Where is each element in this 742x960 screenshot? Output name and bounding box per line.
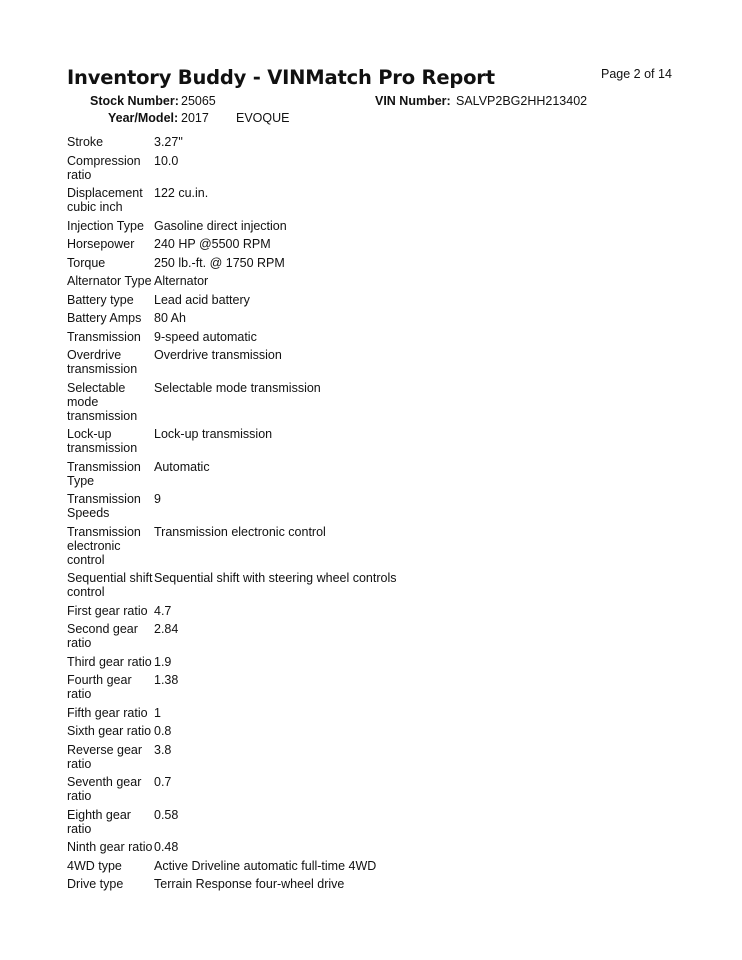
- table-row: [67, 152, 707, 185]
- year-model-label: Year/Model:: [108, 111, 179, 125]
- spec-label: Overdrive transmission: [67, 348, 138, 376]
- spec-table: [67, 133, 707, 894]
- spec-value: 2.84: [154, 622, 179, 636]
- report-title: Inventory Buddy - VINMatch Pro Report: [67, 66, 495, 89]
- spec-label: Lock-up transmission: [67, 427, 138, 455]
- spec-value: 250 lb.-ft. @ 1750 RPM: [154, 255, 285, 270]
- table-row: [67, 671, 707, 704]
- vin-label: VIN Number:: [375, 94, 451, 108]
- spec-label: Transmission: [67, 329, 141, 344]
- spec-value: 0.7: [154, 775, 172, 789]
- spec-label: Injection Type: [67, 218, 144, 233]
- vin-value: SALVP2BG2HH213402: [456, 94, 588, 108]
- spec-value: 80 Ah: [154, 311, 186, 325]
- spec-label: Third gear ratio: [67, 654, 152, 669]
- table-row: [67, 235, 707, 254]
- table-row: [67, 291, 707, 310]
- spec-value: Gasoline direct injection: [154, 218, 287, 233]
- spec-value: 122 cu.in.: [154, 186, 209, 200]
- spec-value: 9: [154, 492, 161, 506]
- spec-label: Compression ratio: [67, 153, 141, 182]
- table-row: [67, 857, 707, 876]
- table-row: [67, 379, 707, 426]
- spec-label: Fifth gear ratio: [67, 705, 148, 720]
- spec-label: Battery type: [67, 292, 134, 307]
- table-row: [67, 620, 707, 653]
- spec-value: Automatic: [154, 459, 210, 474]
- spec-label: Transmission Speeds: [67, 492, 141, 520]
- spec-value: 0.8: [154, 724, 172, 738]
- spec-label: Second gear ratio: [67, 622, 138, 650]
- spec-label: Alternator Type: [67, 274, 152, 288]
- spec-value: 0.48: [154, 840, 179, 854]
- table-row: [67, 272, 707, 291]
- spec-label: Reverse gear ratio: [67, 742, 143, 771]
- spec-value: Terrain Response four-wheel drive: [154, 877, 345, 891]
- spec-value: 10.0: [154, 153, 179, 168]
- table-row: [67, 309, 707, 328]
- spec-label: Horsepower: [67, 237, 135, 251]
- table-row: [67, 653, 707, 672]
- spec-value: 240 HP @5500 RPM: [154, 237, 271, 251]
- spec-label: 4WD type: [67, 858, 122, 873]
- spec-label: Drive type: [67, 877, 124, 891]
- spec-value: 1.38: [154, 673, 179, 687]
- spec-value: Transmission electronic control: [154, 524, 326, 539]
- spec-label: Transmission electronic control: [67, 524, 141, 567]
- spec-value: 1.9: [154, 654, 172, 669]
- spec-value: Selectable mode transmission: [154, 380, 321, 395]
- stock-number-label: Stock Number:: [90, 94, 179, 108]
- table-row: [67, 523, 707, 570]
- spec-label: Torque: [67, 255, 106, 270]
- spec-label: Battery Amps: [67, 311, 142, 325]
- table-row: [67, 838, 707, 857]
- spec-value: 1: [154, 705, 161, 720]
- spec-value: Overdrive transmission: [154, 348, 282, 362]
- spec-table-body: [67, 133, 707, 894]
- spec-value: 3.8: [154, 742, 172, 757]
- spec-label: Displacement cubic inch: [67, 186, 143, 214]
- table-row: [67, 490, 707, 523]
- table-row: [67, 722, 707, 741]
- spec-label: Stroke: [67, 135, 104, 149]
- table-row: [67, 569, 707, 602]
- spec-value: Lock-up transmission: [154, 427, 273, 441]
- table-row: [67, 875, 707, 894]
- table-row: [67, 328, 707, 347]
- spec-label: Selectable mode transmission: [67, 380, 138, 423]
- spec-label: Sequential shift control: [67, 571, 153, 599]
- table-row: [67, 741, 707, 774]
- spec-value: Lead acid battery: [154, 292, 250, 307]
- table-row: [67, 254, 707, 273]
- table-row: [67, 704, 707, 723]
- spec-value: Alternator: [154, 274, 209, 288]
- spec-label: First gear ratio: [67, 603, 148, 618]
- year-value: 2017: [181, 111, 209, 125]
- spec-value: Active Driveline automatic full-time 4WD: [154, 858, 377, 873]
- table-row: [67, 602, 707, 621]
- table-row: [67, 425, 707, 458]
- table-row: [67, 458, 707, 491]
- spec-label: Eighth gear ratio: [67, 807, 131, 836]
- table-row: [67, 133, 707, 152]
- table-row: [67, 217, 707, 236]
- page-number: Page 2 of 14: [601, 67, 672, 81]
- spec-value: Sequential shift with steering wheel controls: [154, 571, 397, 585]
- spec-value: 4.7: [154, 603, 172, 618]
- spec-value: 9-speed automatic: [154, 329, 257, 344]
- model-value: EVOQUE: [236, 111, 290, 125]
- spec-label: Ninth gear ratio: [67, 840, 153, 854]
- spec-label: Seventh gear ratio: [67, 775, 142, 803]
- stock-number-value: 25065: [181, 94, 216, 108]
- table-row: [67, 806, 707, 839]
- spec-label: Fourth gear ratio: [67, 673, 132, 701]
- table-row: [67, 184, 707, 217]
- table-row: [67, 346, 707, 379]
- table-row: [67, 773, 707, 806]
- spec-value: 0.58: [154, 807, 179, 822]
- spec-value: 3.27": [154, 135, 183, 149]
- spec-label: Transmission Type: [67, 459, 141, 488]
- spec-label: Sixth gear ratio: [67, 724, 152, 738]
